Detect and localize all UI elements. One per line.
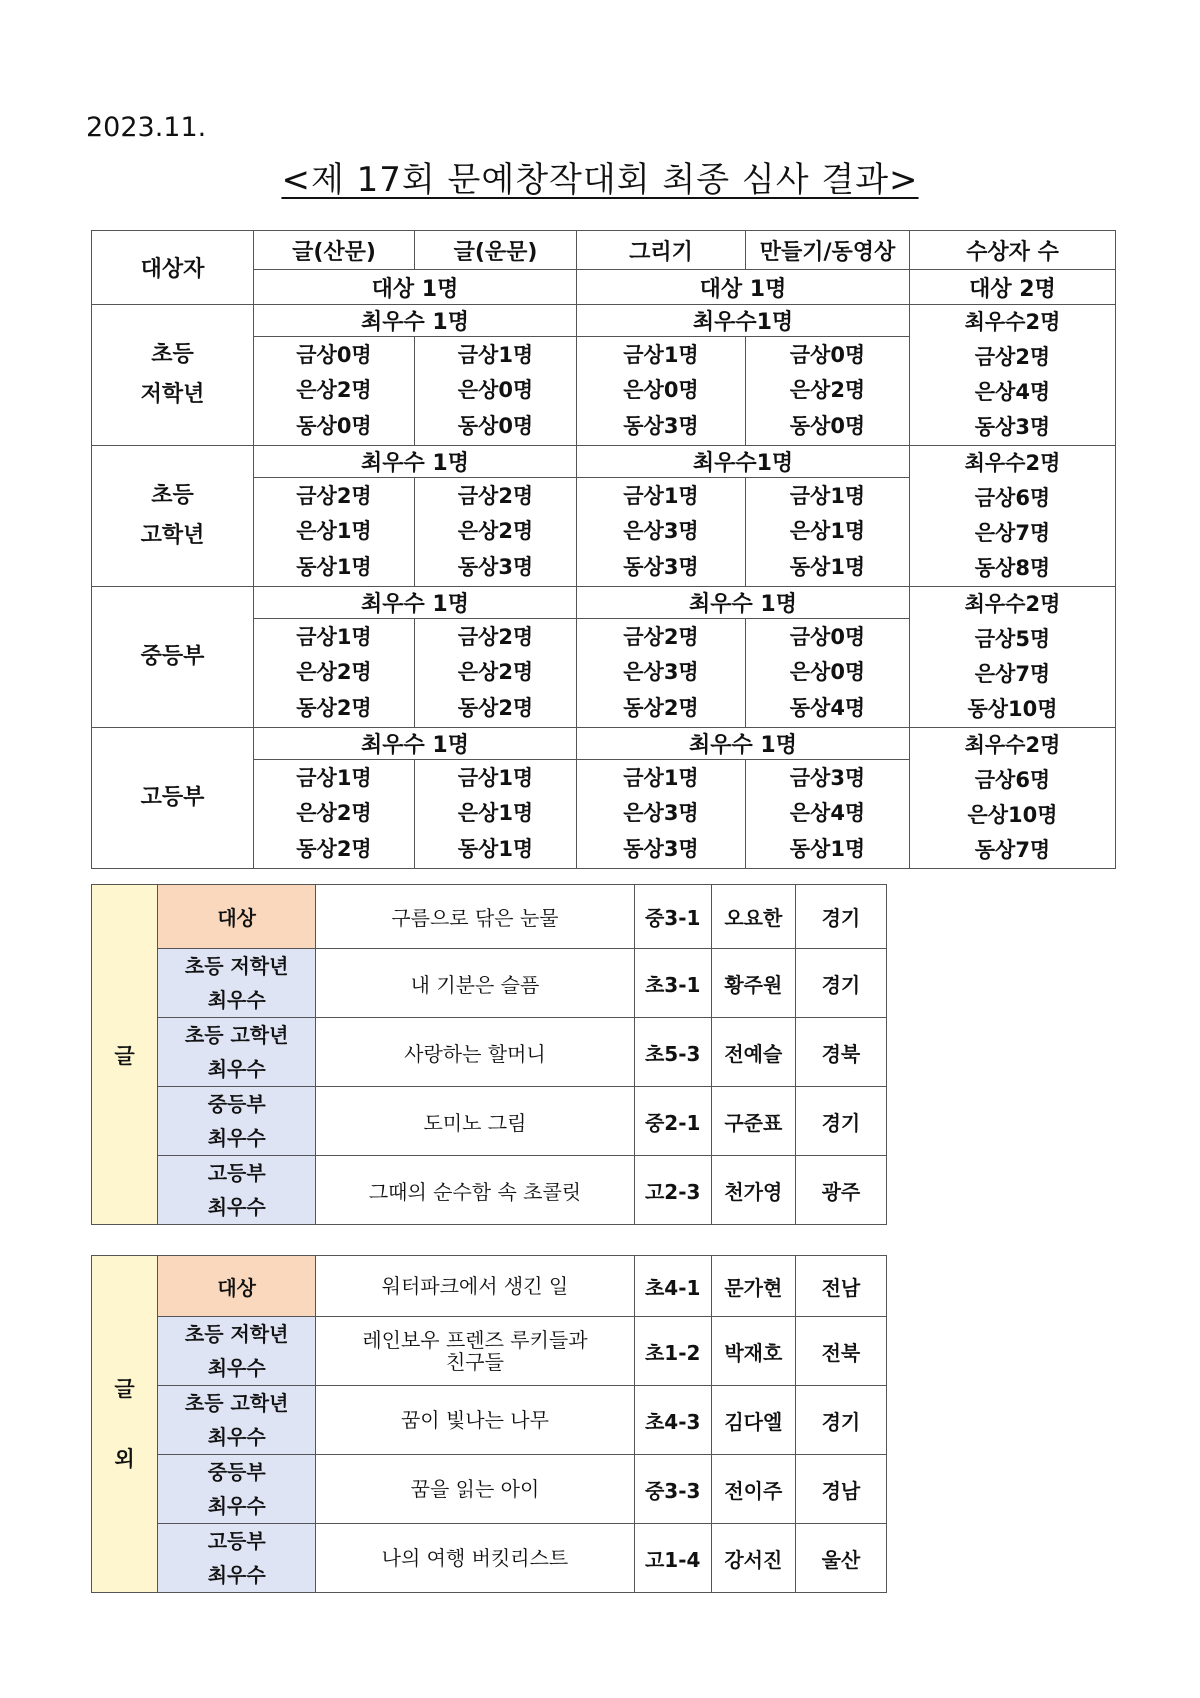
summary-group-row: [92, 728, 1116, 760]
award-cell: 금상0명: [746, 337, 910, 374]
group-name: [92, 728, 254, 869]
student-region: 경남: [795, 1455, 886, 1524]
division-cell: [158, 1455, 316, 1524]
work-title: 구름으로 닦은 눈물: [316, 885, 634, 949]
student-name: 강서진: [711, 1524, 795, 1593]
award-cell: 금상1명: [254, 760, 415, 797]
student-name: 구준표: [711, 1087, 795, 1156]
group-name-line1: 초등: [151, 483, 194, 508]
student-region: 경기: [795, 1386, 886, 1455]
award-cell: 동상2명: [254, 832, 415, 869]
award-cell: 은상1명: [415, 796, 577, 832]
student-region: 울산: [795, 1524, 886, 1593]
division-line2: 최우수: [207, 1057, 266, 1081]
category-label: 글: [92, 885, 158, 1225]
student-name: 문가현: [711, 1256, 795, 1317]
award-cell: 금상2명: [577, 619, 746, 656]
award-cell: 동상2명: [577, 691, 746, 728]
award-cell: 동상1명: [746, 832, 910, 869]
student-class: 중2-1: [634, 1087, 711, 1156]
total-line: 은상7명: [974, 662, 1051, 686]
student-class: 고2-3: [634, 1156, 711, 1225]
writing-winners-table: [91, 884, 887, 1225]
category-line1: 글: [114, 1377, 135, 1401]
group-name: [92, 305, 254, 446]
division-line2: 최우수: [207, 1425, 266, 1449]
division-line1: 중등부: [207, 1460, 266, 1484]
total-line: 최우수2명: [964, 451, 1061, 475]
student-class: 초1-2: [634, 1317, 711, 1386]
winner-row: [92, 1018, 887, 1087]
winner-row: [92, 1317, 887, 1386]
student-region: 전북: [795, 1317, 886, 1386]
division-cell: [158, 1386, 316, 1455]
group-name-line1: 초등: [151, 342, 194, 367]
student-class: 초4-3: [634, 1386, 711, 1455]
award-cell: 은상3명: [577, 796, 746, 832]
division-line2: 최우수: [207, 988, 266, 1012]
winner-row: [92, 1524, 887, 1593]
award-cell: 금상0명: [746, 619, 910, 656]
work-title: [316, 1524, 634, 1593]
group-totals: [910, 305, 1116, 446]
student-region: 경북: [795, 1018, 886, 1087]
best-nonwriting: 최우수 1명: [577, 728, 910, 760]
award-cell: 동상1명: [746, 550, 910, 587]
award-cell: 동상2명: [254, 691, 415, 728]
work-title-line1: 워터파크에서 생긴 일: [381, 1274, 569, 1298]
award-cell: 동상3명: [577, 550, 746, 587]
award-cell: 동상0명: [746, 409, 910, 446]
grand-prize-total: 대상 2명: [910, 270, 1116, 305]
best-writing: 최우수 1명: [254, 587, 577, 619]
document-title: [0, 152, 1200, 201]
award-cell: 금상3명: [746, 760, 910, 797]
award-cell: 금상1명: [577, 760, 746, 797]
grand-prize-nonwriting: 대상 1명: [577, 270, 910, 305]
work-title: [316, 1455, 634, 1524]
student-region: 경기: [795, 1087, 886, 1156]
award-cell: 은상1명: [254, 514, 415, 550]
division-cell: [158, 1524, 316, 1593]
student-class: 중3-3: [634, 1455, 711, 1524]
award-cell: 동상0명: [415, 409, 577, 446]
award-cell: 은상3명: [577, 655, 746, 691]
best-writing: 최우수 1명: [254, 728, 577, 760]
best-nonwriting: 최우수 1명: [577, 587, 910, 619]
document-date: 2023.11.: [86, 112, 207, 143]
header-drawing: 그리기: [577, 231, 746, 270]
winner-row: [92, 1256, 887, 1317]
header-making-video: 만들기/동영상: [746, 231, 910, 270]
total-line: 최우수2명: [964, 733, 1061, 757]
division-cell: [158, 1317, 316, 1386]
award-cell: 동상3명: [415, 550, 577, 587]
division-cell: [158, 1256, 316, 1317]
group-totals: [910, 728, 1116, 869]
award-cell: 은상0명: [746, 655, 910, 691]
award-cell: 은상0명: [577, 373, 746, 409]
award-cell: 은상2명: [415, 655, 577, 691]
total-line: 금상6명: [974, 486, 1051, 510]
summary-group-row: [92, 587, 1116, 619]
division-line2: 최우수: [207, 1126, 266, 1150]
student-name: 천가영: [711, 1156, 795, 1225]
work-title-line1: 꿈이 빛나는 나무: [400, 1408, 549, 1432]
group-totals: [910, 587, 1116, 728]
total-line: 동상3명: [974, 415, 1051, 439]
category-label: [92, 1256, 158, 1593]
award-cell: 은상2명: [254, 655, 415, 691]
division-line1: 초등 고학년: [184, 1391, 289, 1415]
group-name-line1: 고등부: [140, 785, 205, 810]
work-title: 사랑하는 할머니: [316, 1018, 634, 1087]
student-class: 고1-4: [634, 1524, 711, 1593]
total-line: 은상7명: [974, 521, 1051, 545]
winner-row: [92, 1156, 887, 1225]
target-header: 대상자: [92, 231, 254, 305]
winner-row: [92, 1455, 887, 1524]
award-cell: 금상1명: [415, 760, 577, 797]
group-name: [92, 446, 254, 587]
award-cell: 금상1명: [254, 619, 415, 656]
division-line1: 초등 저학년: [184, 1322, 289, 1346]
award-cell: 은상3명: [577, 514, 746, 550]
work-title-line1: 레인보우 프렌즈 루키들과: [362, 1328, 588, 1352]
division-line1: 대상: [217, 906, 256, 930]
work-title: 그때의 순수함 속 초콜릿: [316, 1156, 634, 1225]
award-cell: 금상1명: [577, 337, 746, 374]
award-cell: 은상1명: [746, 514, 910, 550]
division-line2: 최우수: [207, 1195, 266, 1219]
award-cell: 금상2명: [415, 478, 577, 515]
division-line1: 초등 고학년: [184, 1023, 289, 1047]
nonwriting-winners-table: [91, 1255, 887, 1593]
division-cell: [158, 885, 316, 949]
total-line: 금상2명: [974, 345, 1051, 369]
award-cell: 은상2명: [254, 796, 415, 832]
student-region: 경기: [795, 885, 886, 949]
header-winner-count: 수상자 수: [910, 231, 1116, 270]
student-name: 황주원: [711, 949, 795, 1018]
award-cell: 금상0명: [254, 337, 415, 374]
award-cell: 동상3명: [577, 409, 746, 446]
award-cell: 금상2명: [254, 478, 415, 515]
award-cell: 동상0명: [254, 409, 415, 446]
award-cell: 금상1명: [415, 337, 577, 374]
division-cell: [158, 1156, 316, 1225]
award-cell: 금상2명: [415, 619, 577, 656]
student-name: 오요한: [711, 885, 795, 949]
total-line: 최우수2명: [964, 592, 1061, 616]
total-line: 금상6명: [974, 768, 1051, 792]
category-line2: 외: [114, 1447, 135, 1471]
student-class: 중3-1: [634, 885, 711, 949]
student-class: 초5-3: [634, 1018, 711, 1087]
header-prose: 글(산문): [254, 231, 415, 270]
student-region: 경기: [795, 949, 886, 1018]
group-name-line2: 고학년: [140, 523, 205, 548]
division-line1: 중등부: [207, 1092, 266, 1116]
award-cell: 금상1명: [746, 478, 910, 515]
best-writing: 최우수 1명: [254, 446, 577, 478]
best-writing: 최우수 1명: [254, 305, 577, 337]
division-line2: 최우수: [207, 1494, 266, 1518]
student-class: 초3-1: [634, 949, 711, 1018]
work-title: [316, 1317, 634, 1386]
total-line: 금상5명: [974, 627, 1051, 651]
division-line2: 최우수: [207, 1563, 266, 1587]
division-line1: 고등부: [207, 1529, 266, 1553]
group-totals: [910, 446, 1116, 587]
total-line: 은상4명: [974, 380, 1051, 404]
student-class: 초4-1: [634, 1256, 711, 1317]
division-cell: [158, 1087, 316, 1156]
grand-prize-writing: 대상 1명: [254, 270, 577, 305]
work-title: 도미노 그림: [316, 1087, 634, 1156]
award-cell: 은상0명: [415, 373, 577, 409]
award-cell: 동상2명: [415, 691, 577, 728]
winner-row: [92, 949, 887, 1018]
student-region: 광주: [795, 1156, 886, 1225]
award-cell: 동상3명: [577, 832, 746, 869]
total-line: 동상7명: [974, 838, 1051, 862]
award-cell: 금상1명: [577, 478, 746, 515]
award-cell: 은상4명: [746, 796, 910, 832]
award-cell: 동상1명: [254, 550, 415, 587]
summary-table: [91, 230, 1116, 869]
student-name: 전예슬: [711, 1018, 795, 1087]
student-name: 김다엘: [711, 1386, 795, 1455]
winner-row: [92, 885, 887, 949]
student-region: 전남: [795, 1256, 886, 1317]
division-line1: 초등 저학년: [184, 954, 289, 978]
student-name: 박재호: [711, 1317, 795, 1386]
best-nonwriting: 최우수1명: [577, 305, 910, 337]
division-line1: 대상: [217, 1275, 256, 1300]
work-title: [316, 1256, 634, 1317]
award-cell: 은상2명: [415, 514, 577, 550]
winner-row: [92, 1386, 887, 1455]
work-title: [316, 1386, 634, 1455]
best-nonwriting: 최우수1명: [577, 446, 910, 478]
group-name-line1: 중등부: [140, 644, 205, 669]
division-line1: 고등부: [207, 1161, 266, 1185]
award-cell: 은상2명: [254, 373, 415, 409]
total-line: 동상10명: [967, 697, 1058, 721]
work-title-line2: 친구들: [445, 1350, 504, 1374]
summary-group-row: [92, 305, 1116, 337]
group-name-line2: 저학년: [140, 382, 205, 407]
division-line2: 최우수: [207, 1356, 266, 1380]
total-line: 최우수2명: [964, 310, 1061, 334]
winner-row: [92, 1087, 887, 1156]
division-cell: [158, 1018, 316, 1087]
total-line: 동상8명: [974, 556, 1051, 580]
summary-group-row: [92, 446, 1116, 478]
award-cell: 동상1명: [415, 832, 577, 869]
work-title: 내 기분은 슬픔: [316, 949, 634, 1018]
work-title-line1: 꿈을 읽는 아이: [410, 1477, 540, 1501]
student-name: 전이주: [711, 1455, 795, 1524]
group-name: [92, 587, 254, 728]
award-cell: 은상2명: [746, 373, 910, 409]
header-verse: 글(운문): [415, 231, 577, 270]
document-title-text: <제 17회 문예창작대회 최종 심사 결과>: [281, 160, 919, 200]
award-cell: 동상4명: [746, 691, 910, 728]
work-title-line1: 나의 여행 버킷리스트: [381, 1546, 569, 1570]
division-cell: [158, 949, 316, 1018]
total-line: 은상10명: [967, 803, 1058, 827]
